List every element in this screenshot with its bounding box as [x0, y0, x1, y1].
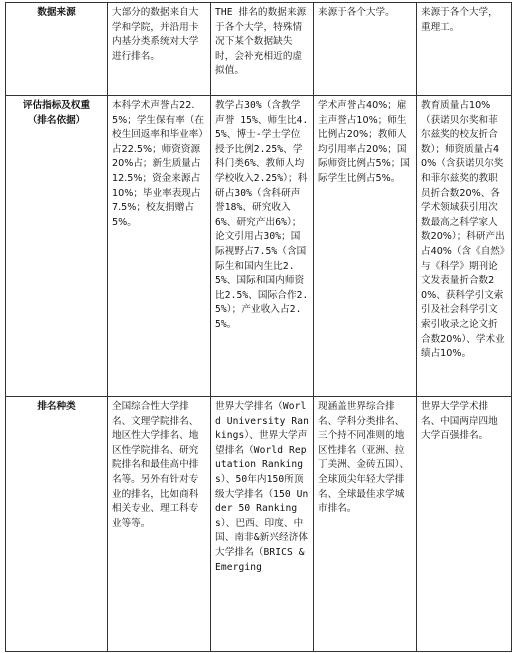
table-cell: 学术声誉占40%；雇主声誉占10%；师生比例占20%；教师人均引用率占20%；国际师资比例占5%；国际学生比例占5%。: [314, 96, 417, 397]
table-cell: 教育质量占10%（获诺贝尔奖和菲尔兹奖的校友折合数）；师资质量占40%（含获诺贝尔奖和菲尔兹奖的教职员折合数20%、各学术领域获引用次数最高之科学家人数20%）；科研产出占40%（含《自然》与《科学》期刊论文发表量折合数20%、获科学引文索引及社会科学引文索引收录之论文折合数20%）、学术业绩占10%。: [417, 96, 512, 397]
table-cell: 来源于各个大学。: [314, 3, 417, 96]
table-cell: 教学占30%（含教学声誉 15%、师生比4.5%、博士-学士学位授予比例2.25%、学科门类6%、教师人均学校收入2.25%）；科研占30%（含科研声誉18%、研究收入6%、研究产出6%）；论文引用占30%；国际视野占7.5%（含国际生和国内生比2.5%、国际和国内师资比2.5%、国际合作2.5%）；产业收入占2.5%。: [211, 96, 314, 397]
table-cell: 现涵盖世界综合排名、学科分类排名、三个持不同准则的地区性排名（亚洲、拉丁美洲、金砖五国）、全球顶尖年轻大学排名、全球最佳求学城市排名。: [314, 397, 417, 652]
table-row-ranking-types: [6, 397, 512, 652]
table-cell: THE 排名的数据来源于各个大学，特殊情况下某个数据缺失时，会补充相近的虚拟值。: [211, 3, 314, 96]
row-header-data-source: [6, 3, 108, 96]
row-header-text: 排名种类: [37, 401, 76, 412]
row-header-text: 评估指标及权重: [22, 100, 91, 111]
table-cell: 本科学术声誉占22.5%；学生保有率（在校生回返率和毕业率）占22.5%；师资资源 20%占；新生质量占12.5%；资金来源占10%；毕业率表现占7.5%；校友捐赠占5%。: [108, 96, 211, 397]
row-header-subtext: （排名依据）: [27, 114, 86, 126]
table-cell: 世界大学学术排名、中国两岸四地大学百强排名。: [417, 397, 512, 652]
row-header-text: 数据来源: [37, 7, 76, 18]
table-cell: 全国综合性大学排名、文理学院排名、地区性大学排名、地区性学院排名、研究院排名和最佳高中排名等。另外有针对专业的排名，比如商科相关专业、理工科专业等等。: [108, 397, 211, 652]
table-cell: 世界大学排名（World University Rankings）、世界大学声望排名（World Reputation Rankings）、50年内150所顶级大学排名（150 Under 50 Rankings）、巴西、印度、中国、南非&新兴经济体大学排名（BRICS & Emerging: [211, 397, 314, 652]
comparison-table: [5, 2, 512, 652]
table-row-data-source: [6, 3, 512, 96]
table-cell: 大部分的数据来自大学和学院，并沿用卡内基分类系统对大学进行排名。: [108, 3, 211, 96]
table-cell: 来源于各个大学，重理工。: [417, 3, 512, 96]
row-header-criteria: [6, 96, 108, 397]
row-header-ranking-types: [6, 397, 108, 652]
table-row-criteria: [6, 96, 512, 397]
